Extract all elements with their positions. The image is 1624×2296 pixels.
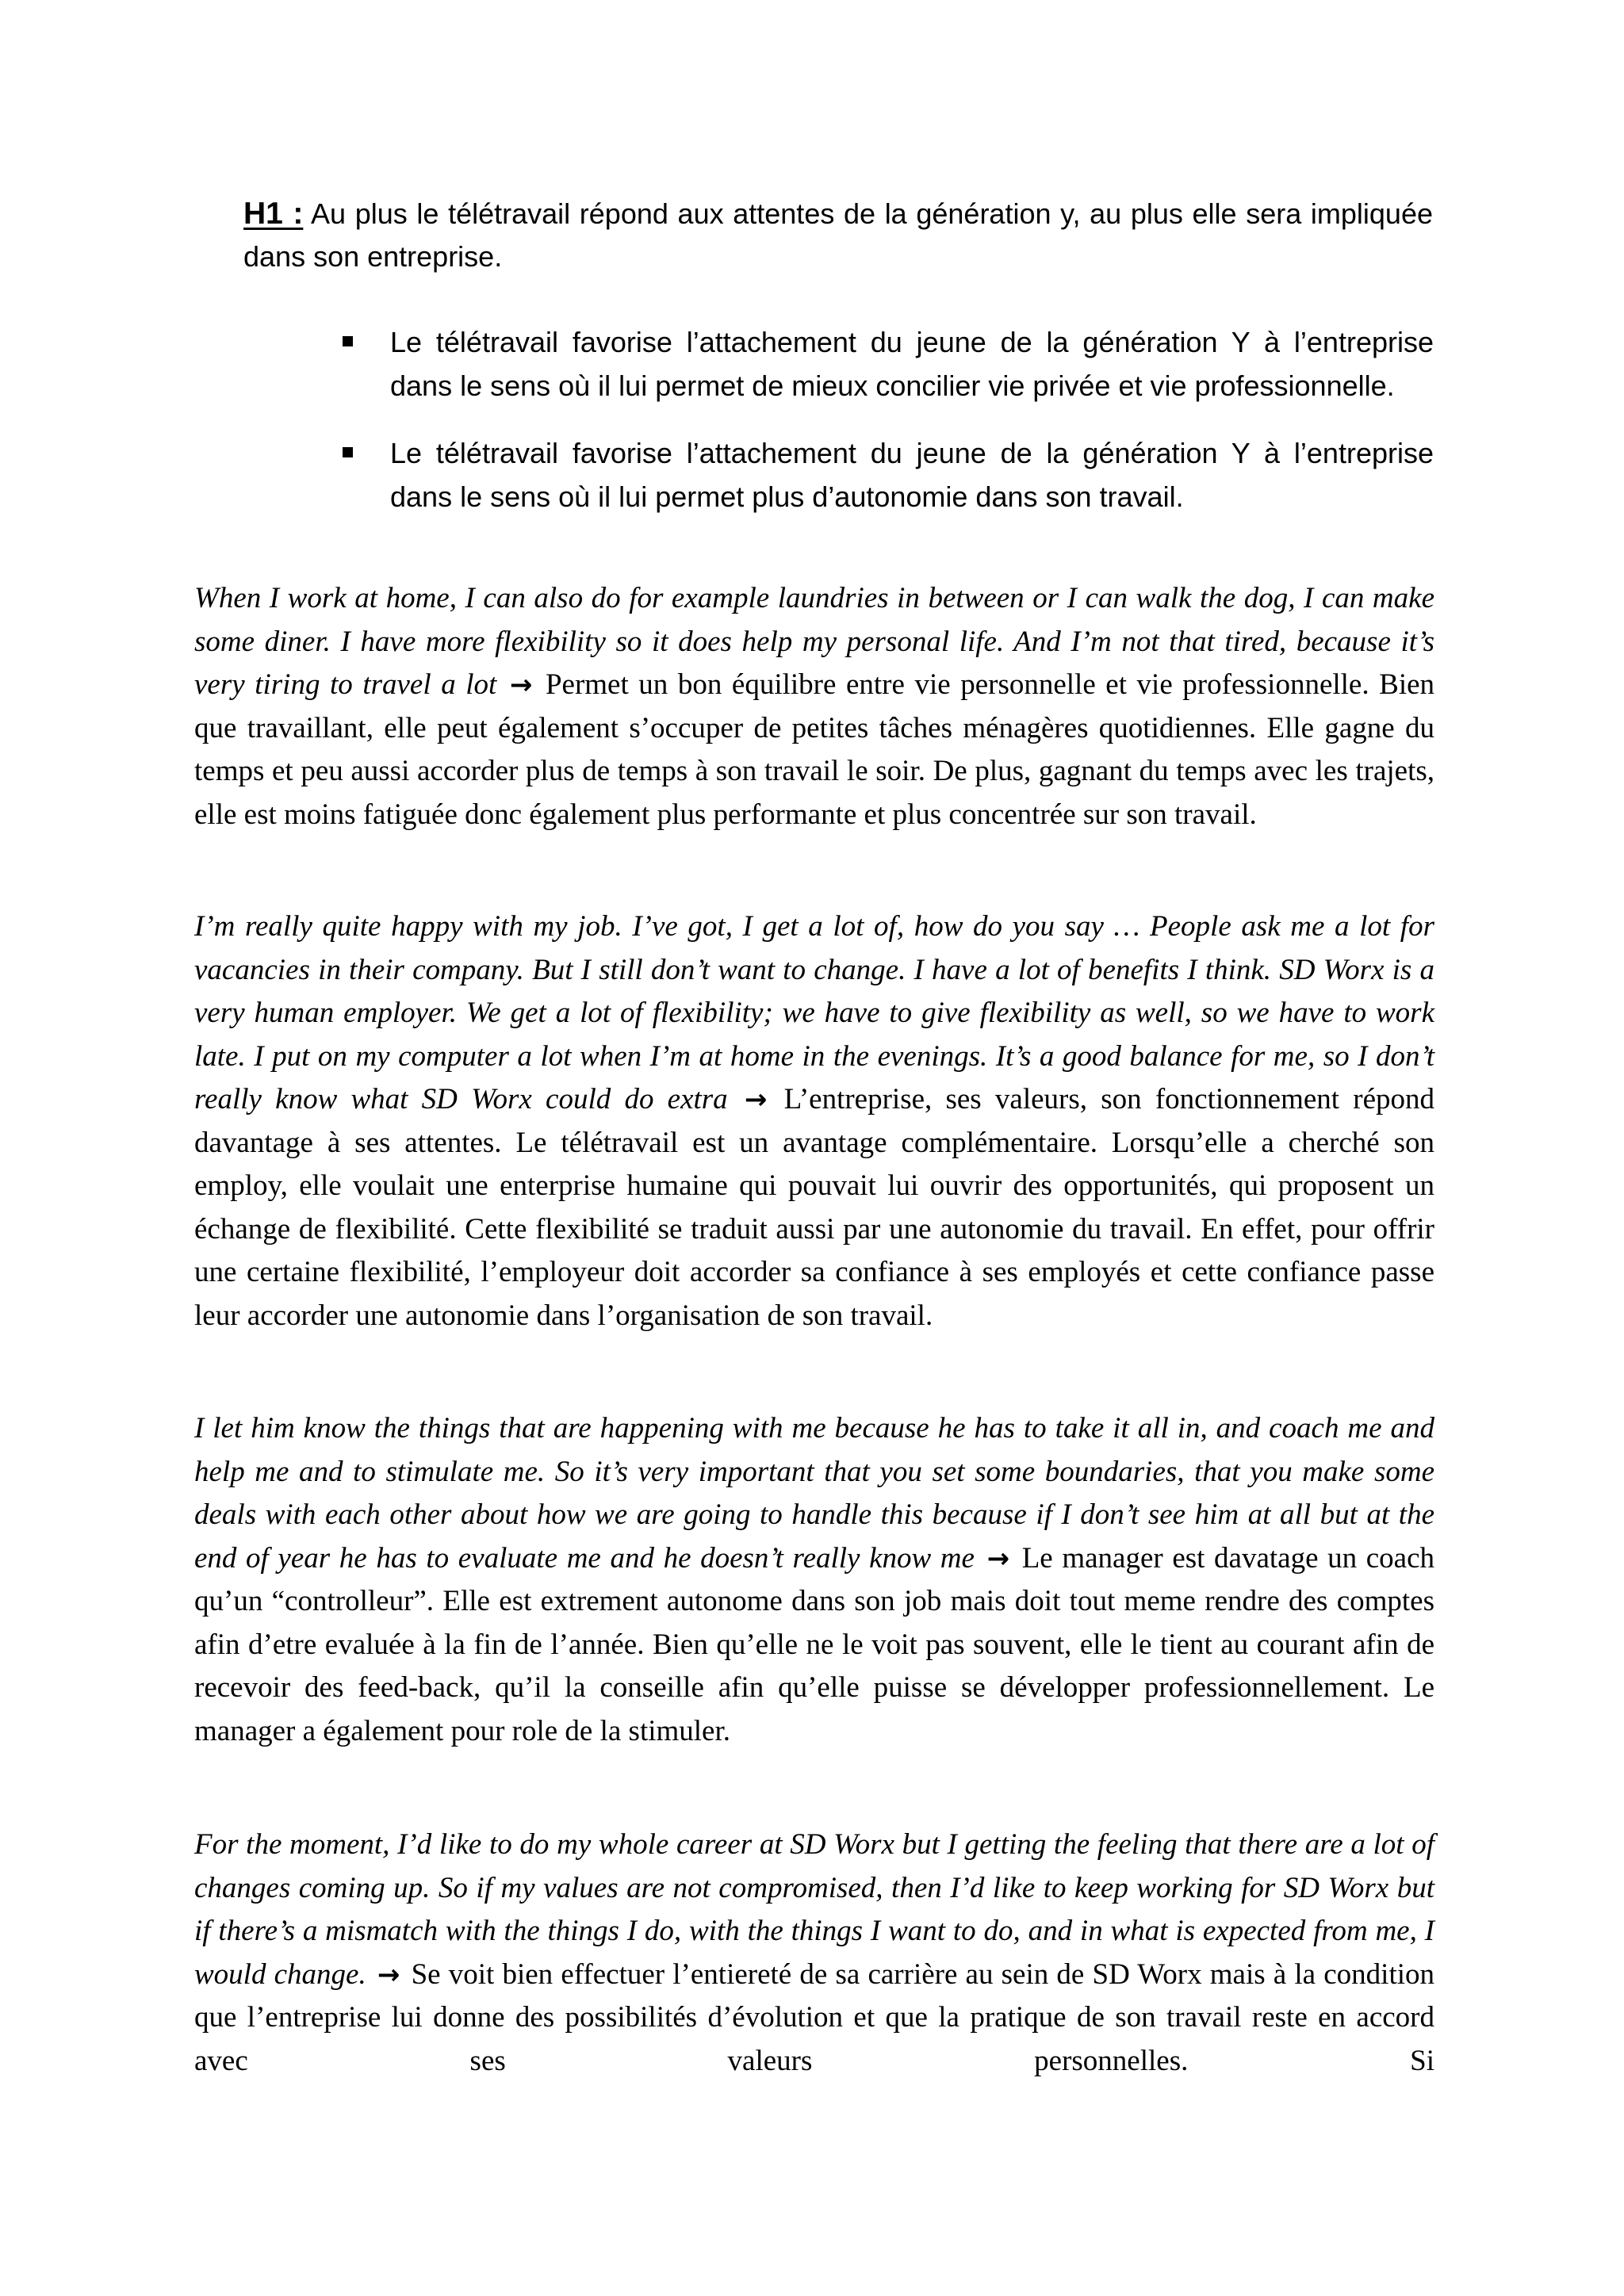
sub-hypotheses-list [343, 320, 1434, 542]
square-bullet-icon [343, 336, 353, 346]
square-bullet-icon [343, 447, 353, 457]
right-arrow-icon: → [509, 669, 533, 701]
interview-paragraph-1 [194, 577, 1434, 836]
right-arrow-icon: → [986, 1542, 1010, 1575]
interview-quote: I’m really quite happy with my job. I’ve got, I get a lot of, how do you say … People ask me a lot for vacancies in their company. But I still don’t want to change. I have a lot of benefits I think. SD Worx is a very human employer. We get a lot of flexibility; we have to give flexibility as well, so we have to work late. I put on my computer a lot when I’m at home in the evenings. It’s a good balance for me, so I don’t really know what SD Worx could do extra [194, 910, 1434, 1115]
right-arrow-icon: → [744, 1084, 768, 1115]
list-item-text: Le télétravail favorise l’attachement du jeune de la génération Y à l’entreprise dans le sens où il lui permet de mieux concilier vie privée et vie professionnelle. [390, 326, 1434, 402]
analysis-comment: Le manager est davatage un coach qu’un “controlleur”. Elle est extrement autonome dans son job mais doit tout meme rendre des comptes afin d’etre evaluée à la fin de l’année. Bien qu’elle ne le voit pas souvent, elle le tient au courant afin de recevoir des feed-back, qu’il la conseille afin qu’elle puisse se développer professionnellement. Le manager a également pour role de la stimuler. [194, 1541, 1435, 1747]
interview-quote: For the moment, I’d like to do my whole career at SD Worx but I getting the feeling that there are a lot of changes coming up. So if my values are not compromised, then I’d like to keep working for SD Worx but if there’s a mismatch with the things I do, with the things I want to do, and in what is expected from me, I would change. [194, 1828, 1434, 1991]
interview-paragraph-3 [194, 1407, 1434, 1753]
hypothesis-text: Au plus le télétravail répond aux attentes de la génération y, au plus elle sera impliquée dans son entreprise. [243, 197, 1434, 273]
interview-paragraph-4 [194, 1823, 1434, 2083]
list-item [343, 320, 1434, 408]
right-arrow-icon: → [377, 1958, 400, 1991]
interview-paragraph-2 [194, 905, 1434, 1337]
analysis-comment: Se voit bien effectuer l’entiereté de sa carrière au sein de SD Worx mais à la condition que l’entreprise lui donne des possibilités d’évolution et que la pratique de son travail reste en accord avec ses valeurs personnelles. Si [194, 1957, 1435, 2077]
interview-quote: I let him know the things that are happening with me because he has to take it all in, and coach me and help me and to stimulate me. So it’s very important that you set some boundaries, that you make some deals with each other about how we are going to handle this because if I don’t see him at all but at the end of year he has to evaluate me and he doesn’t really know me [194, 1412, 1434, 1575]
hypothesis-h1 [243, 193, 1433, 278]
analysis-comment: L’entreprise, ses valeurs, son fonctionnement répond davantage à ses attentes. Le télétravail est un avantage complémentaire. Lorsqu’elle a cherché son employ, elle voulait une enterprise humaine qui pouvait lui ouvrir des opportunités, qui proposent un échange de flexibilité. Cette flexibilité se traduit aussi par une autonomie du travail. En effet, pour offrir une certaine flexibilité, l’employeur doit accorder sa confiance à ses employés et cette confiance passe leur accorder une autonomie dans l’organisation de son travail. [194, 1083, 1435, 1332]
hypothesis-label: H1 : [243, 197, 304, 231]
interview-quote: When I work at home, I can also do for example laundries in between or I can walk the dog, I can make some diner. I have more flexibility so it does help my personal life. And I’m not that tired, because it’s very tiring to travel a lot [194, 582, 1434, 701]
list-item [343, 431, 1434, 519]
analysis-comment: Permet un bon équilibre entre vie personnelle et vie professionnelle. Bien que travaillant, elle peut également s’occuper de petites tâches ménagères quotidiennes. Elle gagne du temps et peu aussi accorder plus de temps à son travail le soir. De plus, gagnant du temps avec les trajets, elle est moins fatiguée donc également plus performante et plus concentrée sur son travail. [194, 668, 1435, 831]
list-item-text: Le télétravail favorise l’attachement du jeune de la génération Y à l’entreprise dans le sens où il lui permet plus d’autonomie dans son travail. [390, 437, 1434, 513]
